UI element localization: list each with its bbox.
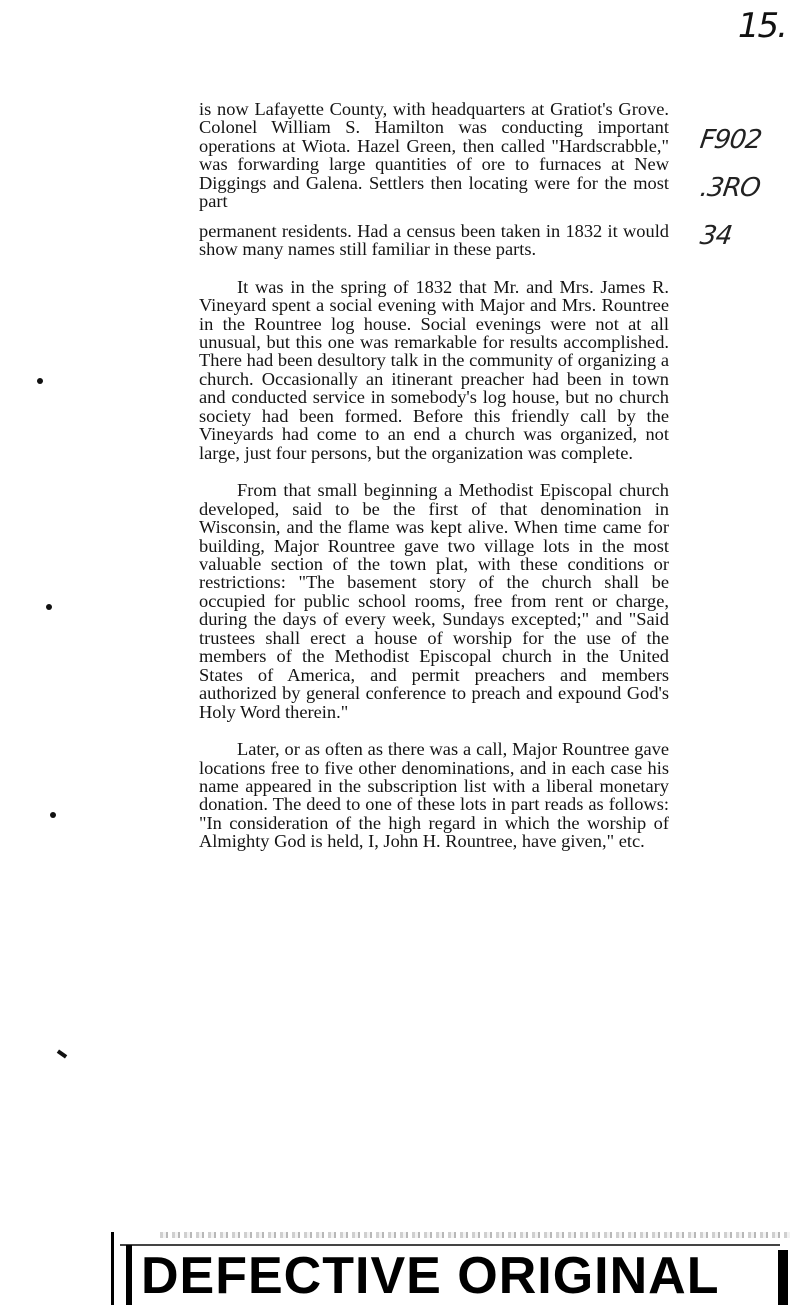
call-number-annotation (700, 118, 796, 262)
paragraph: From that small beginning a Methodist Episcopal church developed, said to be the first of that denomination in Wisconsin, and the flame was kept alive. When time came for building, Major Rountree gave two village lots in the most valuable section of the town plat, with these conditions or restrictions: "The basement story of the church shall be occupied for public school rooms, free from rent or charge, during the days of every week, Sundays excepted;" and "Said trustees shall erect a house of worship for the use of the members of the Methodist Episcopal church in the United States of America, and permit preachers and members authorized by general conference to preach and expound God's Holy Word therein." (199, 480, 669, 722)
scan-artifact-mark (57, 1049, 67, 1058)
punch-hole-mark (50, 812, 56, 818)
page-number: 15. (737, 6, 786, 46)
call-number-line: F902 (698, 125, 763, 155)
scan-edge-bar (126, 1245, 132, 1305)
scan-edge-bar (111, 1232, 114, 1305)
scan-noise-strip (160, 1232, 790, 1238)
call-number-line: .3RO (698, 173, 762, 203)
paragraph: It was in the spring of 1832 that Mr. and Mrs. James R. Vineyard spent a social evening with Major and Mrs. Rountree in the Rountree log house. Social evenings were not at all unusual, but this one was remarkable for results accomplished. There had been desultory talk in the community of organizing a church. Occasionally an itinerant preacher had been in town and conducted service in somebody's log house, but no church society had been formed. Before this friendly call by the Vineyards had come to an end a church was organized, not large, just four persons, but the organization was complete. (199, 276, 669, 463)
punch-hole-mark (46, 604, 52, 610)
call-number-line: 34 (698, 221, 734, 251)
article-body (199, 100, 669, 870)
punch-hole-mark (37, 378, 43, 384)
paragraph: permanent residents. Had a census been taken in 1832 it would show many names still familiar in these parts. (199, 220, 669, 260)
scan-edge-line (120, 1244, 780, 1246)
scan-edge-bar (778, 1250, 788, 1305)
defective-original-stamp: DEFECTIVE ORIGINAL (141, 1247, 720, 1305)
paragraph: Later, or as often as there was a call, Major Rountree gave locations free to five other denominations, and in each case his name appeared in the subscription list with a liberal monetary donation. The deed to one of these lots in part reads as follows: "In consideration of the high regard in which the worship of Almighty God is held, I, John H. Rountree, have given," etc. (199, 739, 669, 852)
paragraph: is now Lafayette County, with headquarters at Gratiot's Grove. Colonel William S. Hamilton was conducting important operations at Wiota. Hazel Green, then called "Hardscrabble," was forwarding large quantities of ore to furnaces at New Diggings and Galena. Settlers then locating were for the most part (199, 99, 669, 212)
